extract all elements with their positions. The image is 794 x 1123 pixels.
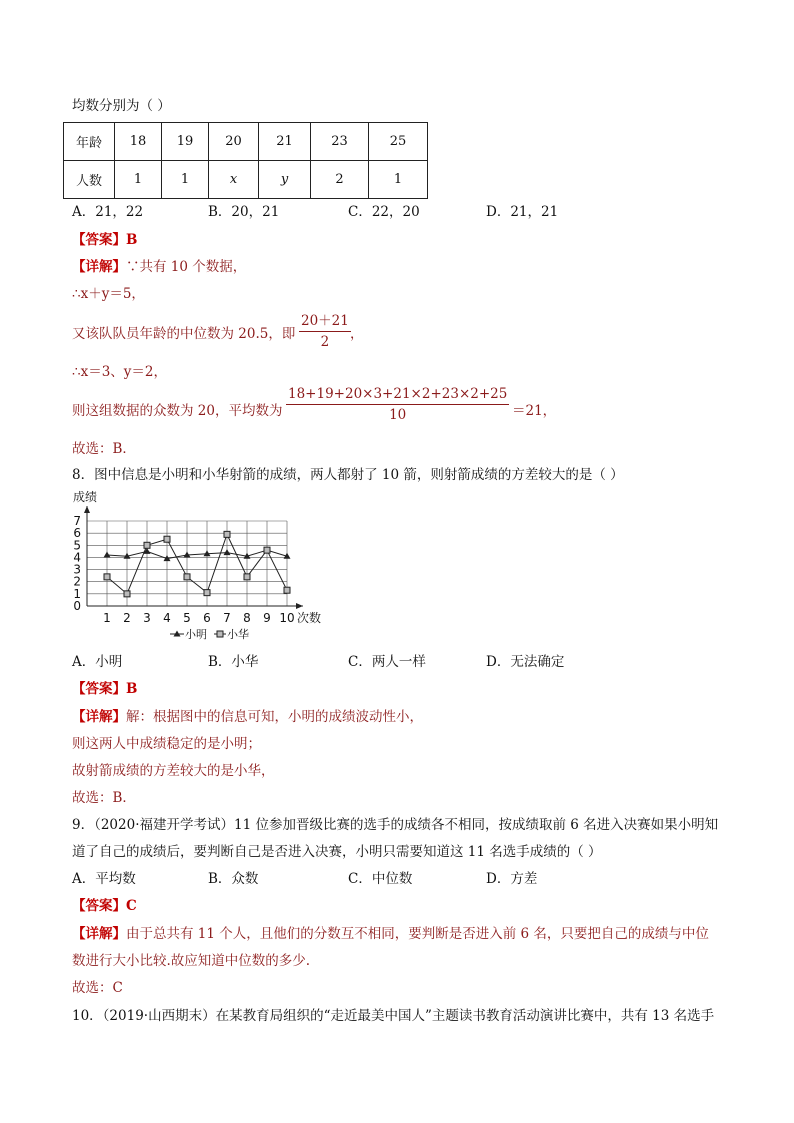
solution-text: ， (350, 326, 364, 342)
option-a: A．21，22 (72, 204, 144, 220)
y-tick-label: 3 (73, 562, 81, 577)
option-b: B．众数 (208, 871, 259, 887)
data-point-square (204, 590, 210, 596)
solution-text: ＝21， (512, 403, 557, 419)
table-cell: x (209, 161, 259, 199)
legend-label: 小华 (227, 628, 249, 641)
x-tick-label: 7 (223, 611, 231, 625)
question-stem: 10．（2019·山西期末）在某教育局组织的“走近最美中国人”主题读书教育活动演讲比赛中，共有 13 名选手 (72, 1008, 715, 1024)
data-point-square (124, 591, 130, 597)
question-intro: 均数分别为（ ） (72, 98, 171, 114)
data-point-square (184, 574, 190, 580)
solution-text: 由于总共有 11 个人，且他们的分数互不相同，要判断是否进入前 6 名，只要把自己的成绩与中位 (126, 926, 709, 942)
answer-label: 【答案】B (72, 681, 138, 697)
solution-text: ∵共有 10 个数据， (126, 259, 247, 275)
data-point-triangle (224, 549, 231, 555)
question-stem: 8．图中信息是小明和小华射箭的成绩，两人都射了 10 箭，则射箭成绩的方差较大的是（ ） (72, 467, 624, 483)
y-axis-label: 成绩 (73, 490, 98, 504)
table-cell: 20 (209, 123, 259, 161)
table-cell: 1 (162, 161, 209, 199)
y-tick-label: 2 (73, 574, 81, 589)
data-point-square (144, 542, 150, 548)
solution-text: 解：根据图中的信息可知，小明的成绩波动性小， (126, 709, 423, 725)
legend-label: 小明 (185, 628, 207, 641)
age-count-table (63, 122, 428, 199)
table-cell: 25 (369, 123, 428, 161)
conclusion: 故选：C (72, 980, 123, 996)
data-point-square (164, 536, 170, 542)
x-tick-label: 6 (203, 611, 211, 625)
x-tick-label: 9 (263, 611, 271, 625)
y-tick-label: 7 (73, 514, 81, 528)
fraction-denominator: 2 (320, 334, 330, 350)
x-tick-label: 5 (183, 611, 191, 625)
x-tick-label: 3 (143, 611, 151, 625)
table-cell: 2 (311, 161, 369, 199)
table-cell: 人数 (64, 161, 115, 199)
table-cell: 19 (162, 123, 209, 161)
fraction (299, 309, 351, 350)
solution-line (72, 922, 709, 942)
y-tick-label: 5 (73, 538, 81, 553)
fraction (286, 386, 509, 423)
option-c: C．22，20 (348, 204, 420, 220)
x-axis-label: 次数 (297, 611, 322, 625)
x-tick-label: 1 (103, 611, 111, 625)
detail-label: 【详解】 (72, 259, 126, 275)
data-point-square (244, 574, 250, 580)
series-line-square (107, 534, 287, 594)
legend-marker-square (217, 631, 223, 637)
table-row (64, 161, 428, 199)
table-cell: 21 (259, 123, 311, 161)
table-cell: 1 (115, 161, 162, 199)
x-tick-label: 4 (163, 611, 171, 625)
table-cell: 1 (369, 161, 428, 199)
option-b: B．20，21 (208, 204, 280, 220)
option-b: B．小华 (208, 654, 259, 670)
fraction-denominator: 10 (389, 407, 407, 423)
x-tick-label: 10 (279, 611, 295, 625)
solution-line: 故射箭成绩的方差较大的是小华， (72, 763, 275, 779)
fraction-numerator: 18+19+20×3+21×2+23×2+25 (288, 386, 508, 402)
data-point-square (284, 587, 290, 593)
conclusion: 故选：B． (72, 441, 136, 457)
table-cell: 18 (115, 123, 162, 161)
y-tick-label: 0 (73, 599, 81, 613)
solution-line (72, 255, 246, 275)
solution-line: ∴x＋y＝5， (72, 286, 145, 302)
x-tick-label: 8 (243, 611, 251, 625)
data-point-triangle (104, 552, 111, 558)
option-c: C．中位数 (348, 871, 413, 887)
solution-line (72, 322, 295, 342)
fraction-numerator: 20＋21 (301, 313, 349, 329)
x-tick-label: 2 (123, 611, 131, 625)
y-axis-arrow (84, 506, 90, 513)
data-point-square (104, 574, 110, 580)
solution-line: 数进行大小比较.故应知道中位数的多少. (72, 953, 311, 969)
solution-text: 又该队队员年龄的中位数为 20.5，即 (72, 326, 296, 342)
option-a: A．小明 (72, 654, 123, 670)
detail-label: 【详解】 (72, 926, 126, 942)
conclusion: 故选：B． (72, 790, 136, 806)
question-stem: 道了自己的成绩后，要判断自己是否进入决赛，小明只需要知道这 11 名选手成绩的（ ） (72, 844, 602, 860)
data-point-square (264, 547, 270, 553)
solution-line: 则这两人中成绩稳定的是小明； (72, 736, 261, 752)
data-point-square (224, 531, 230, 537)
table-cell: 23 (311, 123, 369, 161)
solution-line (72, 705, 423, 725)
answer-label: 【答案】C (72, 898, 137, 914)
solution-line: 则这组数据的众数为 20，平均数为 (72, 403, 283, 419)
y-tick-label: 1 (73, 586, 81, 601)
option-d: D．方差 (486, 871, 538, 887)
table-cell: y (259, 161, 311, 199)
table-row (64, 123, 428, 161)
answer-label: 【答案】B (72, 232, 138, 248)
option-a: A．平均数 (72, 871, 136, 887)
score-line-chart (62, 484, 342, 644)
solution-line: ∴x＝3、y＝2， (72, 364, 168, 380)
table-cell: 年龄 (64, 123, 115, 161)
option-d: D．21，21 (486, 204, 559, 220)
option-d: D．无法确定 (486, 654, 565, 670)
x-axis-arrow (296, 603, 303, 609)
detail-label: 【详解】 (72, 709, 126, 725)
question-stem: 9．（2020·福建开学考试）11 位参加晋级比赛的选手的成绩各不相同，按成绩取前 6 名进入决赛如果小明知 (72, 817, 719, 833)
y-tick-label: 4 (73, 550, 81, 565)
option-c: C．两人一样 (348, 654, 426, 670)
y-tick-label: 6 (73, 526, 81, 541)
